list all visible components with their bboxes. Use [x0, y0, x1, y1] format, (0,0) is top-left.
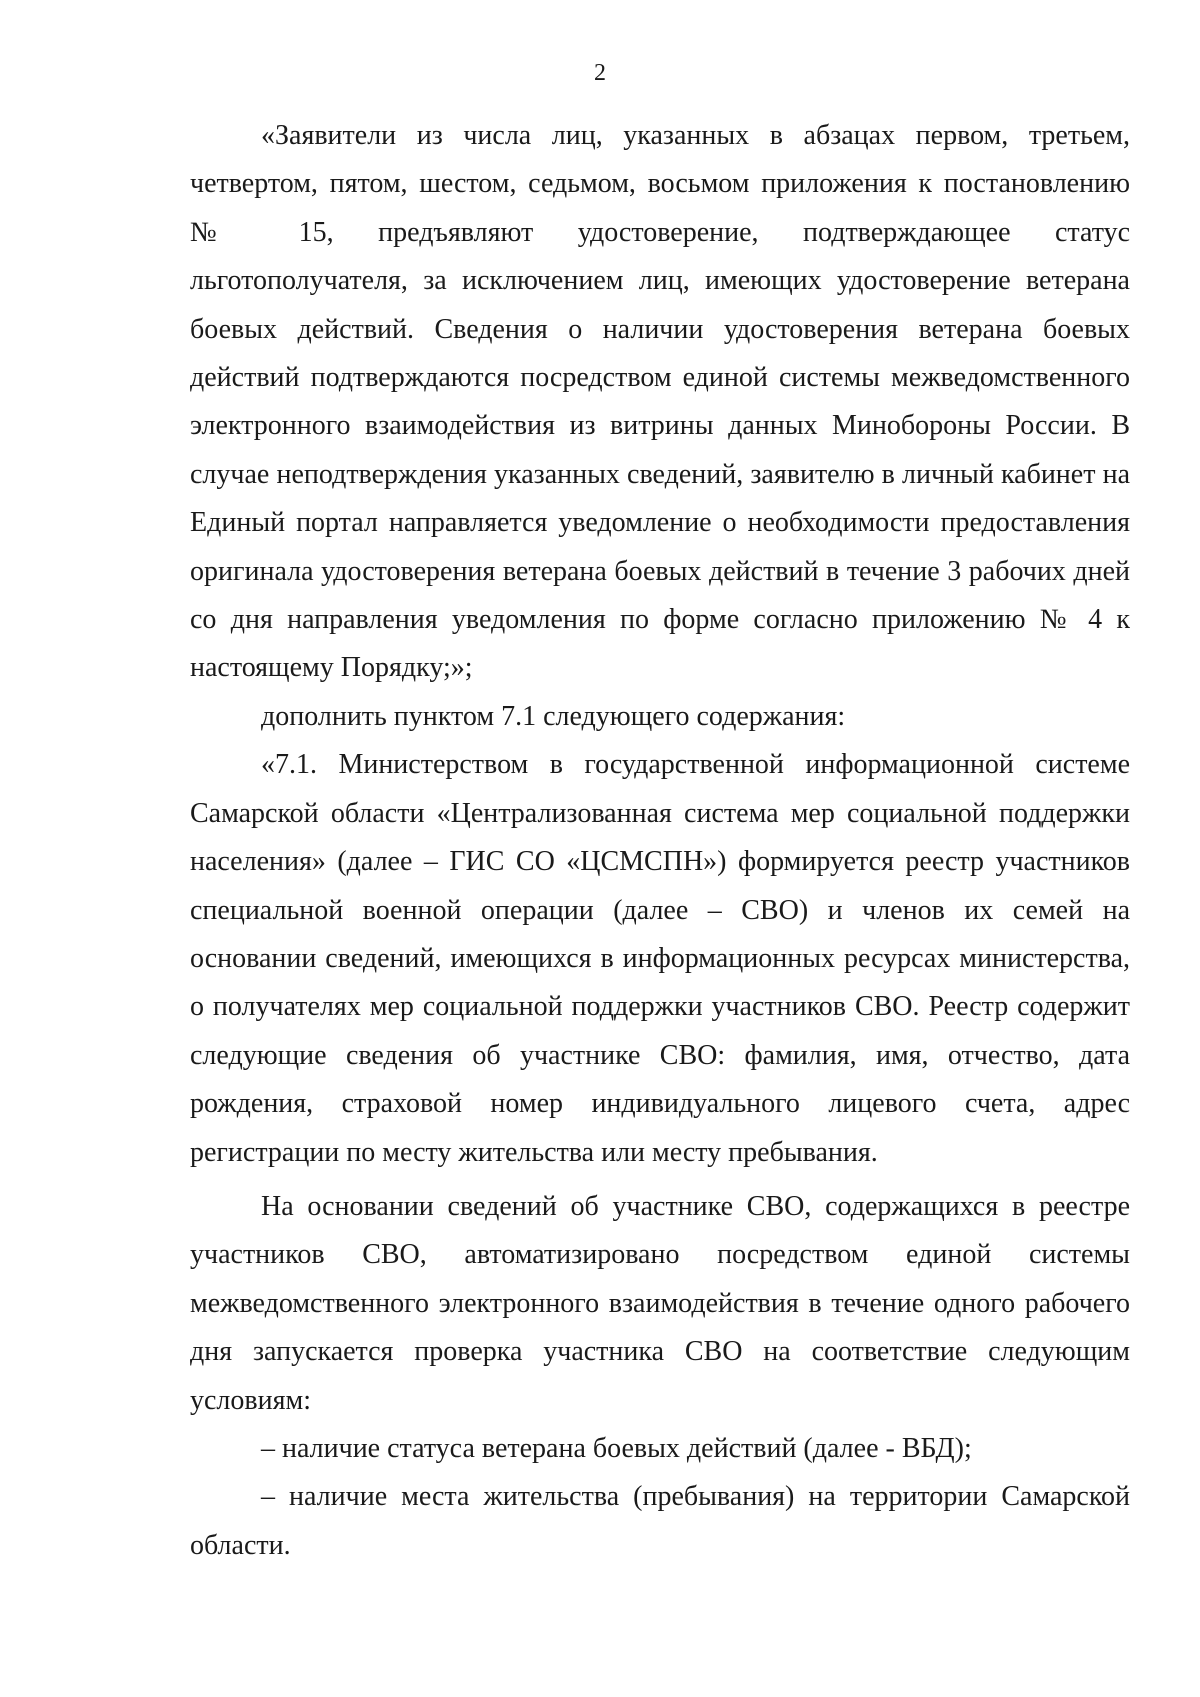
document-body — [190, 112, 1130, 1570]
paragraph-verification: На основании сведений об участнике СВО, содержащихся в реестре участников СВО, автоматизировано посредством единой системы межведомственного электронного взаимодействия в течение одного рабочего дня запускается проверка участника СВО на соответствие следующим условиям: — [190, 1190, 1130, 1416]
paragraph-condition-residence: – наличие места жительства (пребывания) на территории Самарской области. — [190, 1481, 1130, 1561]
paragraph-supplement: дополнить пунктом 7.1 следующего содержания: — [261, 700, 846, 732]
paragraph-applicants: «Заявители из числа лиц, указанных в абзацах первом, третьем, четвертом, пятом, шестом, седьмом, восьмом приложения к постановлению № 15, предъявляют удостоверение, подтверждающее статус льготополучателя, за исключением лиц, имеющих удостоверение ветерана боевых действий. Сведения о наличии удостоверения ветерана боевых действий подтверждаются посредством единой системы межведомственного электронного взаимодействия из витрины данных Минобороны России. В случае неподтверждения указанных сведений, заявителю в личный кабинет на Единый портал направляется уведомление о необходимости предоставления оригинала удостоверения ветерана боевых действий в течение 3 рабочих дней со дня направления уведомления по форме согласно приложению № 4 к настоящему Порядку;»; — [190, 120, 1130, 684]
paragraph-item-7-1: «7.1. Министерством в государственной информационной системе Самарской области «Централизованная система мер социальной поддержки населения» (далее – ГИС СО «ЦСМСПН») формируется реестр участников специальной военной операции (далее – СВО) и членов их семей на основании сведений, имеющихся в информационных ресурсах министерства, о получателях мер социальной поддержки участников СВО. Реестр содержит следующие сведения об участнике СВО: фамилия, имя, отчество, дата рождения, страховой номер индивидуального лицевого счета, адрес регистрации по месту жительства или месту пребывания. — [190, 749, 1130, 1168]
page-number: 2 — [594, 60, 606, 86]
paragraph-condition-veteran: – наличие статуса ветерана боевых действий (далее - ВБД); — [261, 1432, 972, 1464]
